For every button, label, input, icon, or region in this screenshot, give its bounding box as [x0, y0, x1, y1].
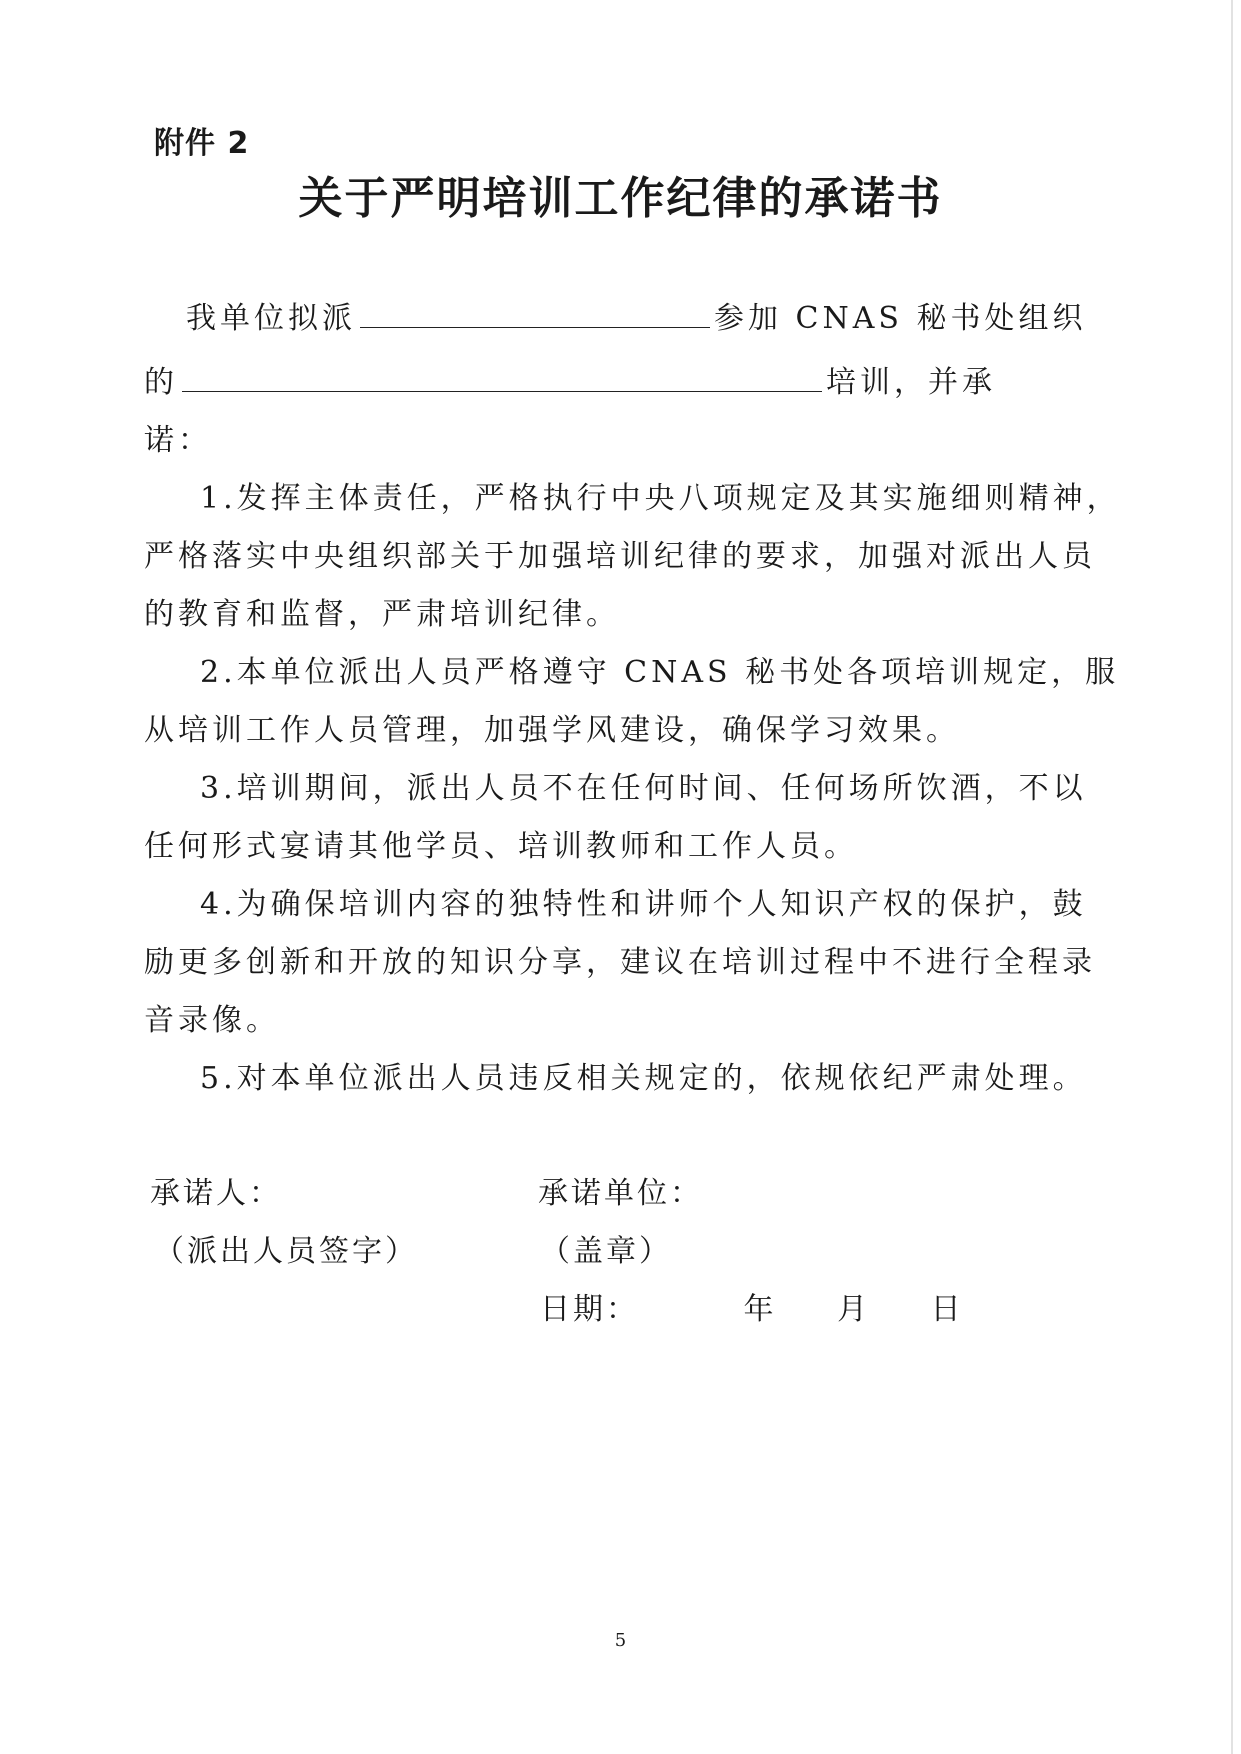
intro-line-1 [186, 286, 1116, 352]
item-4-line-2: 励更多创新和开放的知识分享，建议在培训过程中不进行全程录 [144, 945, 1096, 980]
promisor-label: 承诺人： [150, 1176, 282, 1211]
item-1-line-2: 严格落实中央组织部关于加强培训纪律的要求，加强对派出人员 [144, 539, 1096, 574]
item-3-line-2: 任何形式宴请其他学员、培训教师和工作人员。 [144, 829, 858, 864]
date-year: 年 [743, 1292, 777, 1327]
training-name-blank-field[interactable] [182, 355, 822, 392]
date-month: 月 [837, 1292, 871, 1327]
intro-text-before-blank: 我单位拟派 [186, 301, 356, 336]
unit-label: 承诺单位： [538, 1176, 703, 1211]
intro-text-training: 培训，并承 [826, 365, 996, 400]
attachment-label: 附件 2 [154, 126, 250, 161]
promisor-note: （派出人员签字） [154, 1234, 418, 1269]
item-1-line-1: 1.发挥主体责任，严格执行中央八项规定及其实施细则精神， [200, 481, 1121, 516]
intro-text-after-blank: 参加 CNAS 秘书处组织 [714, 301, 1087, 336]
item-1-line-3: 的教育和监督，严肃培训纪律。 [144, 597, 620, 632]
item-4-line-3: 音录像。 [144, 1003, 280, 1038]
item-5-line-1: 5.对本单位派出人员违反相关规定的，依规依纪严肃处理。 [200, 1061, 1087, 1096]
date-day: 日 [930, 1292, 964, 1327]
item-2-line-2: 从培训工作人员管理，加强学风建设，确保学习效果。 [144, 713, 960, 748]
item-4-line-1: 4.为确保培训内容的独特性和讲师个人知识产权的保护，鼓 [200, 887, 1087, 922]
date-label: 日期： [540, 1292, 639, 1327]
intro-line-2 [144, 350, 1074, 416]
item-2-line-1: 2.本单位派出人员严格遵守 CNAS 秘书处各项培训规定，服 [200, 655, 1120, 690]
intro-line-3: 诺： [144, 423, 212, 458]
date-row [540, 1284, 964, 1328]
unit-note: （盖章） [540, 1234, 672, 1269]
scan-edge-line [1231, 0, 1233, 1754]
document-title: 关于严明培训工作纪律的承诺书 [298, 173, 943, 224]
page-number: 5 [614, 1630, 627, 1651]
personnel-blank-field[interactable] [360, 291, 710, 328]
intro-text-de: 的 [144, 365, 178, 400]
item-3-line-1: 3.培训期间，派出人员不在任何时间、任何场所饮酒，不以 [200, 771, 1087, 806]
